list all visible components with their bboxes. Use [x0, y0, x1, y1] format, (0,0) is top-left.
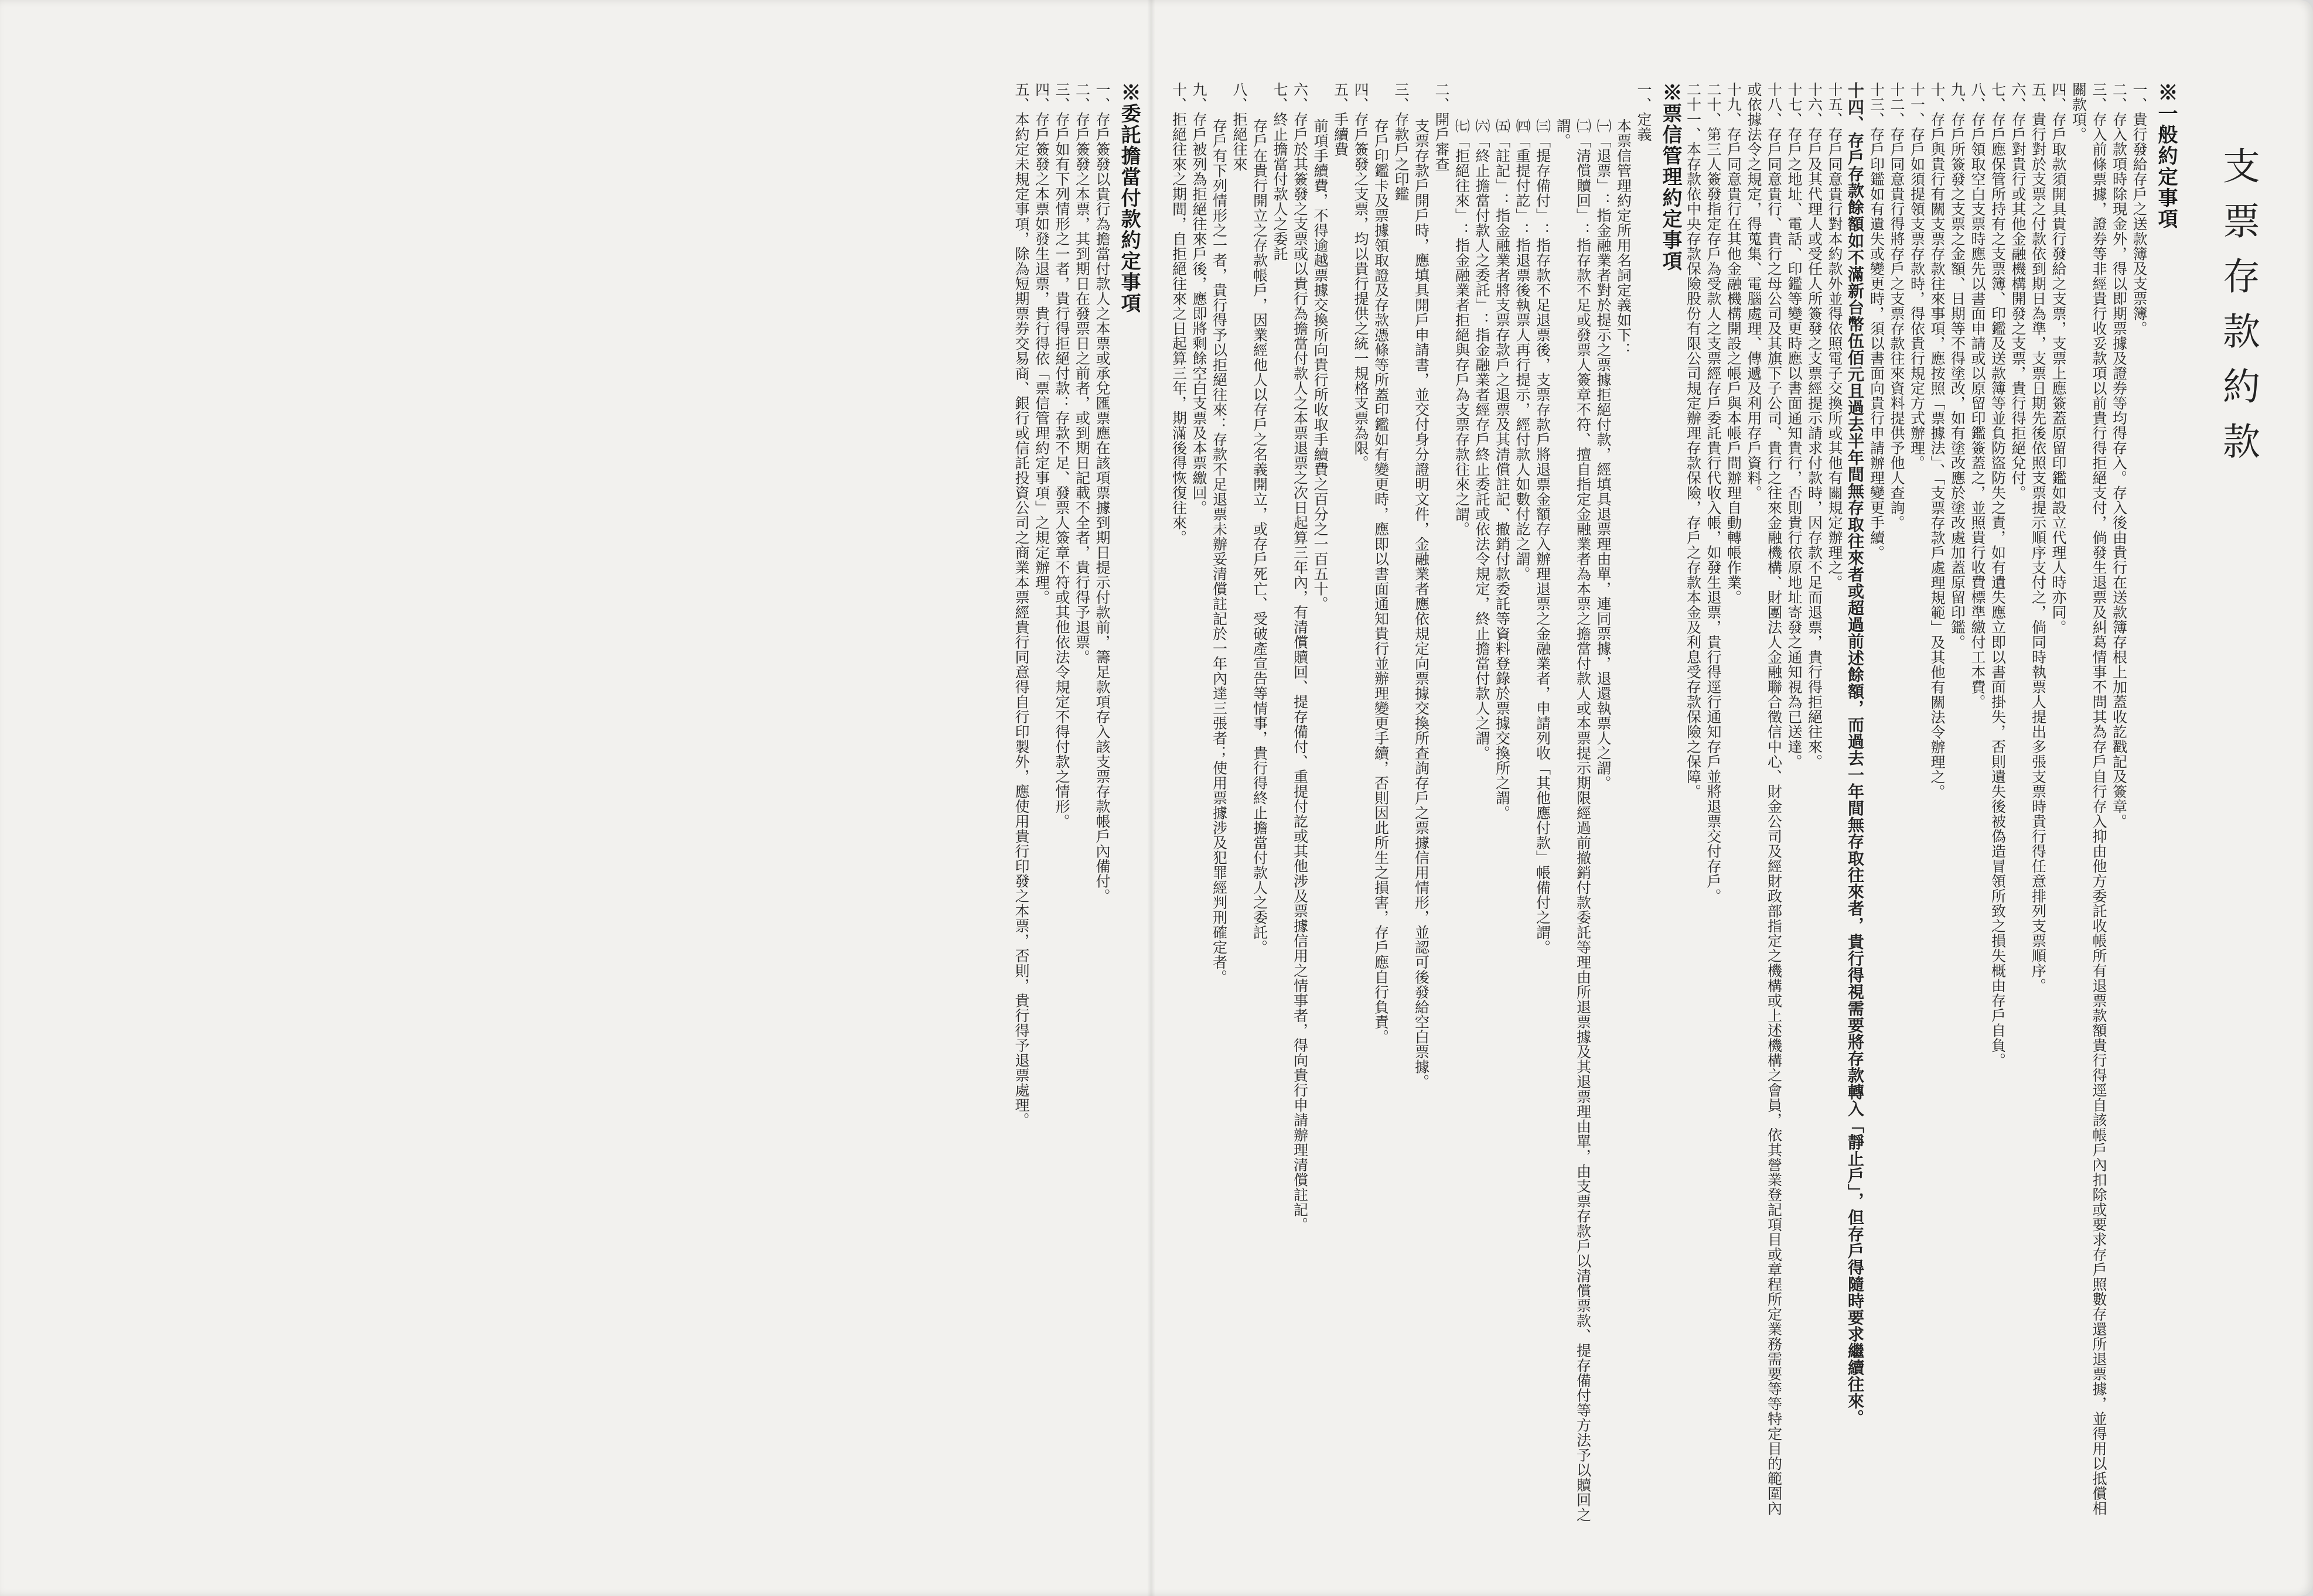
clause: 七、終止擔當付款人之委託	[1271, 82, 1288, 261]
clause: ㈡「清償贖回」：指存款不足或發票人簽章不符、擅自指定金融業者為本票之擔當付款人或本票提示期限經過前撤銷付款委託等理由所退票據及其退票理由單，由支票存款戶以清償票款、提存備付等方法予以贖回之謂。	[1554, 118, 1592, 1522]
clause: 十、存戶與貴行有關支票存款往來事項，應按照「票據法」、「支票存款戶處理規範」及其他有關法令辦理之。	[1929, 82, 1946, 799]
entrust-clauses	[1011, 82, 1113, 1529]
clause: ㈤「註記」：指金融業者將支票存款戶之退票及其清償註記、撤銷付款委託等資料登錄於票據交換所之謂。	[1493, 118, 1511, 821]
clause: 本票信管理約定所用名詞定義如下：	[1615, 118, 1632, 357]
clause: ㈥「終止擔當付款人之委託」：指金融業者經存戶終止委託或依法令規定，終止擔當付款人之謂。	[1473, 118, 1490, 761]
general-heading: ※一般約定事項	[2154, 82, 2178, 230]
clause: 十五、存戶同意貴行對本約款外並得依照電子交換所或其他有關規定辦理之。	[1826, 82, 1843, 590]
clause: 存戶在貴行開立之存款帳戶，因業經他人以存戶之名義開立，或存戶死亡、受破產宣告等情事，貴行得終止擔當付款人之委託。	[1251, 118, 1268, 955]
clause: 十三、存戶印鑑如有遺失或變更時，須以書面向貴行申請辦理變更手續。	[1868, 82, 1885, 560]
clause: 一、貴行發給存戶之送款簿及支票簿。	[2131, 82, 2148, 336]
clause: 三、存款戶之印鑑	[1393, 82, 1410, 201]
clause: 三、存戶如有下列情形之一者，貴行得拒絕付款：存款不足、發票人簽章不符或其他依法令規定不得付款之情形。	[1053, 82, 1070, 829]
clause: 二十、第三人簽發指定存戶為受款人之支票經存戶委託貴行代收入帳，如發生退票，貴行得逕行通知存戶並將退票交付存戶。	[1705, 82, 1722, 904]
clause: 一、存戶簽發以貴行為擔當付款人之本票或承兌匯票應在該項票據到期日提示付款前，籌足款項存入該支票存款帳戶內備付。	[1094, 82, 1111, 904]
clause: 五、本約定未規定事項，除為短期票券交易商、銀行或信託投資公司之商業本票經貴行同意得自行印製外，應使用貴行印發之本票，否則，貴行得予退票處理。	[1013, 82, 1030, 1127]
clause: ㈢「提存備付」：指存款不足退票後，支票存款戶將退票金額存入辦理退票之金融業者，申請列收「其他應付款」帳備付之謂。	[1534, 118, 1551, 955]
document-title: 支票存款約款	[2216, 146, 2260, 477]
clause: ㈦「拒絕往來」：指金融業者拒絕與存戶為支票存款往來之謂。	[1453, 118, 1471, 536]
entrust-heading: ※委託擔當付款約定事項	[1117, 82, 1141, 314]
clause: 八、拒絕往來	[1231, 82, 1248, 172]
clause: 十一、存戶如須提領支票存款時，得依貴行規定方式辦理。	[1908, 82, 1926, 470]
general-clauses	[1683, 82, 2149, 1529]
clause: 十八、存戶同意貴行、貴行之母公司及其旗下子公司、貴行之往來金融機構、財團法人金融聯合徵信中心、財金公司及經財政部指定之機構或上述機構之會員，依其營業登記項目或章程所定業務需要等等特定目的範圍內或依據法令之規定，得蒐集、電腦處理、傳遞及利用存戶資料。	[1745, 82, 1783, 1516]
clause: 支票存款戶開戶時，應填具開戶申請書，並交付身分證明文件，金融業者應依規定向票據交換所查詢存戶之票據信用情形，並認可後發給空白票據。	[1413, 118, 1430, 1089]
clause: 二、存入款項時除現金外，得以即期票據及證券等均得存入。存入後由貴行在送款簿存根上加蓋收訖戳記及簽章。	[2110, 82, 2128, 829]
clause: 八、存戶領取空白支票時應先以書面申請或以原留印鑑簽蓋之，並照貴行收費標準繳付工本費。	[1969, 82, 1986, 709]
clause: 三、存入前條票據，證券等非經貴行收妥款項以前貴行得拒絕支付，倘發生退票及糾葛情事不問其為存戶自行存入抑由他方委託收帳所有退票款額貴行得逕自該帳戶內扣除或要求存戶照數存還所退票據，並得用以抵償相關款項。	[2070, 82, 2107, 1516]
clause: 六、存戶於其簽發之支票或以貴行為擔當付款人之本票退票之次日起算三年內，有清償贖回、提存備付、重提付訖或其他涉及票據信用之情事者，得向貴行申請辦理清償註記。	[1291, 82, 1309, 1232]
clause: 一、定義	[1635, 82, 1652, 142]
left-page	[98, 82, 1141, 1529]
clause: 六、存戶對貴行或其他金融機構開發之支票，貴行得拒絕兌付。	[2010, 82, 2027, 500]
right-page	[1168, 82, 2178, 1529]
clause: 二、開戶審查	[1433, 82, 1450, 172]
credit-heading: ※票信管理約定事項	[1659, 82, 1682, 272]
clause: 十、拒絕往來之期間，自拒絕往來之日起算三年，期滿後得恢復往來。	[1170, 82, 1188, 545]
clause: 前項手續費，不得逾越票據交換所向貴行所收取手續費之百分之一百五十。	[1312, 118, 1329, 611]
clause: 四、存戶簽發之本票如發生退票，貴行得依「票信管理約定事項」之規定辦理。	[1033, 82, 1050, 605]
clause: 四、存戶取款須開具貴行發給之支票，支票上應簽蓋原留印鑑如設立代理人時亦同。	[2050, 82, 2067, 635]
clause: 五、貴行對於支票之付款依到期日為準，支票日期先後依照支票提示順序支付之，倘同時執票人提出多張支票時貴行得任意排列支票順序。	[2029, 82, 2047, 993]
clause: ㈣「重提付訖」：指退票後執票人再行提示，經付款人如數付訖之謂。	[1514, 118, 1531, 582]
clause: 十二、存戶同意貴行得將存戶之支票存款往來資料提供予他人查詢。	[1888, 82, 1905, 530]
clause: 十九、存戶同意貴行在其他金融機構開設之帳戶與本帳戶間辦理自動轉帳作業。	[1725, 82, 1742, 605]
clause: 十七、存戶之地址、電話、印鑑等變更時應以書面通知貴行，否則貴行依原地址寄發之通知視為已送達。	[1786, 82, 1803, 769]
clause: 十四、存戶存款餘額如不滿新台幣伍佰元且過去半年間無存取往來者或超過前述餘額，而過去一年間無存取往來者，貴行得視需要將存款轉入「靜止戶」，但存戶得隨時要求繼續往來。	[1845, 82, 1865, 1426]
clause: 存戶印鑑卡及票據領取證及存款憑條等所蓋印鑑如有變更時，應即以書面通知貴行並辦理變更手續，否則因此所生之損害，存戶應自行負責。	[1372, 118, 1390, 1044]
clause: 存戶有下列情形之一者，貴行得予以拒絕往來：存款不足退票未辦妥清償註記於一年內達三張者；使用票據涉及犯罪經判刑確定者。	[1210, 118, 1228, 985]
credit-clauses	[1168, 82, 1653, 1529]
clause: 四、存戶簽發之支票，均以貴行提供之統一規格支票為限。	[1352, 82, 1369, 470]
page-fold	[1147, 0, 1155, 1596]
clause: 五、手續費	[1332, 82, 1349, 157]
clause: 二十一、本存款依中央存款保險股份有限公司規定辦理存款保險，存戶之存款本金及利息受存款保險之保障。	[1684, 82, 1702, 799]
clause: 二、存戶簽發之本票，其到期日在發票日之前者，或到期日記載不全者，貴行得予退票。	[1073, 82, 1091, 665]
clause: ㈠「退票」：指金融業者對於提示之票據拒絕付款，經填具退票理由單，連同票據，退還執票人之謂。	[1595, 118, 1612, 791]
clause: 七、存戶應保管所持有之支票簿、印鑑及送款簿等並負防盜防失之責，如有遺失應立即以書面掛失，否則遺失後被偽造冒領所致之損失概由存戶自負。	[1989, 82, 2007, 1068]
clause: 九、存戶所簽發之支票之金額、日期等不得塗改，如有塗改應於塗改處加蓋原留印鑑。	[1949, 82, 1966, 650]
clause: 九、存戶被列為拒絕往來戶後，應即將剩餘空白支票及本票繳回。	[1190, 82, 1207, 515]
clause: 十六、存戶及其代理人或受任人所簽發之支票經提示請求付款時，因存款不足而退票，貴行得拒絕往來。	[1806, 82, 1823, 769]
